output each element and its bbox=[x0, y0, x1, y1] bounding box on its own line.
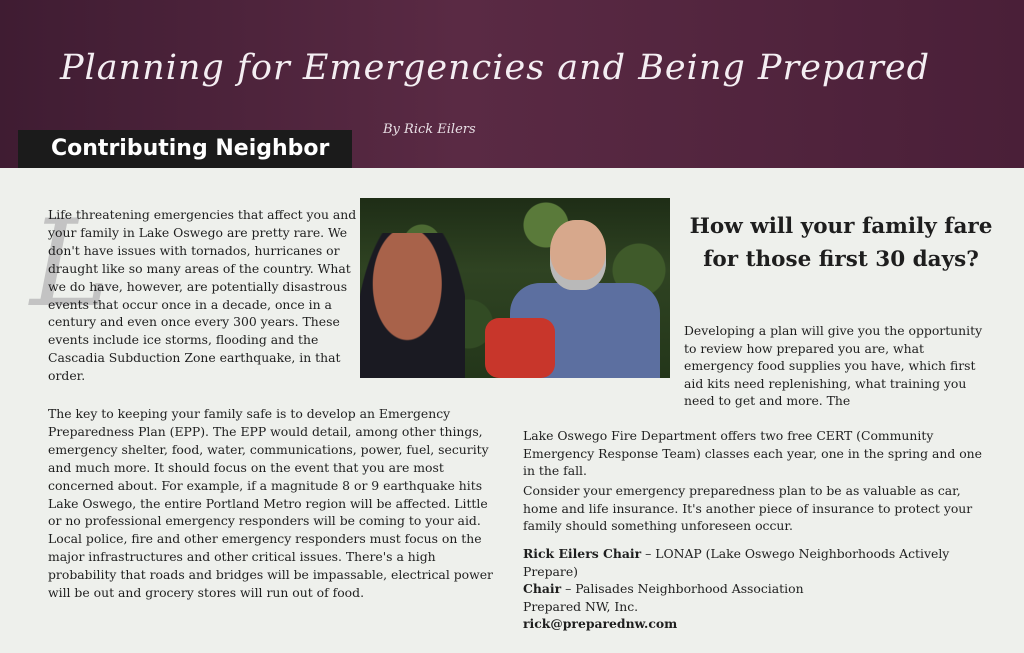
section-label: Contributing Neighbor bbox=[18, 130, 352, 168]
signature-company: Prepared NW, Inc. bbox=[523, 598, 639, 614]
sidebar-paragraph: Developing a plan will give you the opportunity to review how prepared you are, what emergency food supplies you have, which first aid kits need replenishing, what training you need to get and more. The bbox=[684, 323, 983, 409]
signature-email: rick@preparednw.com bbox=[523, 616, 678, 632]
sidebar-paragraph-2: Consider your emergency preparedness plan to be as valuable as car, home and life insurance. It's another piece of insurance to protect your family should something unforeseen occur. bbox=[523, 483, 973, 534]
author-signature bbox=[523, 545, 993, 633]
sidebar-paragraph-cont: Lake Oswego Fire Department offers two free CERT (Community Emergency Response Team) classes each year, one in the spring and one in the fall. bbox=[523, 428, 982, 479]
signature-name: Rick Eilers Chair bbox=[523, 546, 642, 561]
header-banner bbox=[0, 0, 1024, 168]
photo-woman bbox=[360, 233, 465, 378]
article-title: Planning for Emergencies and Being Prepared bbox=[60, 48, 931, 88]
signature-line-2 bbox=[523, 580, 993, 598]
signature-chair: Chair bbox=[523, 581, 562, 597]
signature-org: – LONAP (Lake Oswego Neighborhoods Actively Prepare) bbox=[523, 546, 950, 579]
sidebar-heading: How will your family fare for those first 30 days? bbox=[689, 214, 993, 272]
lead-paragraph: Life threatening emergencies that affect you and your family in Lake Oswego are pretty rare. We don't have issues with tornados, hurricanes or draught like so many areas of the country. What we do have, however, are potentially disastrous events that occur once in a decade, once in a century and even once every 300 years. These events include ice storms, flooding and the Cascadia Subduction Zone earthquake, in that order. bbox=[48, 207, 357, 384]
body-paragraph: The key to keeping your family safe is to develop an Emergency Preparedness Plan (EPP). The EPP would detail, among other things, emergency shelter, food, water, communications, power, fuel, security and much more. It should focus on the event that you are most concerned about. For example, if a magnitude 8 or 9 earthquake hits Lake Oswego, the entire Portland Metro region will be affected. Little or no professional emergency responders will be coming to your aid. Local police, fire and other emergency responders must focus on the major infrastructures and other critical issues. There's a high probability that roads and bridges will be impassable, electrical power will be out and grocery stores will run out of food. bbox=[48, 406, 493, 601]
article-photo bbox=[360, 198, 670, 378]
photo-man-head bbox=[550, 220, 606, 290]
drop-cap: L bbox=[30, 195, 110, 334]
photo-backpack bbox=[485, 318, 555, 378]
signature-association: – Palisades Neighborhood Association bbox=[561, 581, 804, 597]
byline: By Rick Eilers bbox=[383, 122, 476, 137]
signature-line-1 bbox=[523, 545, 993, 580]
